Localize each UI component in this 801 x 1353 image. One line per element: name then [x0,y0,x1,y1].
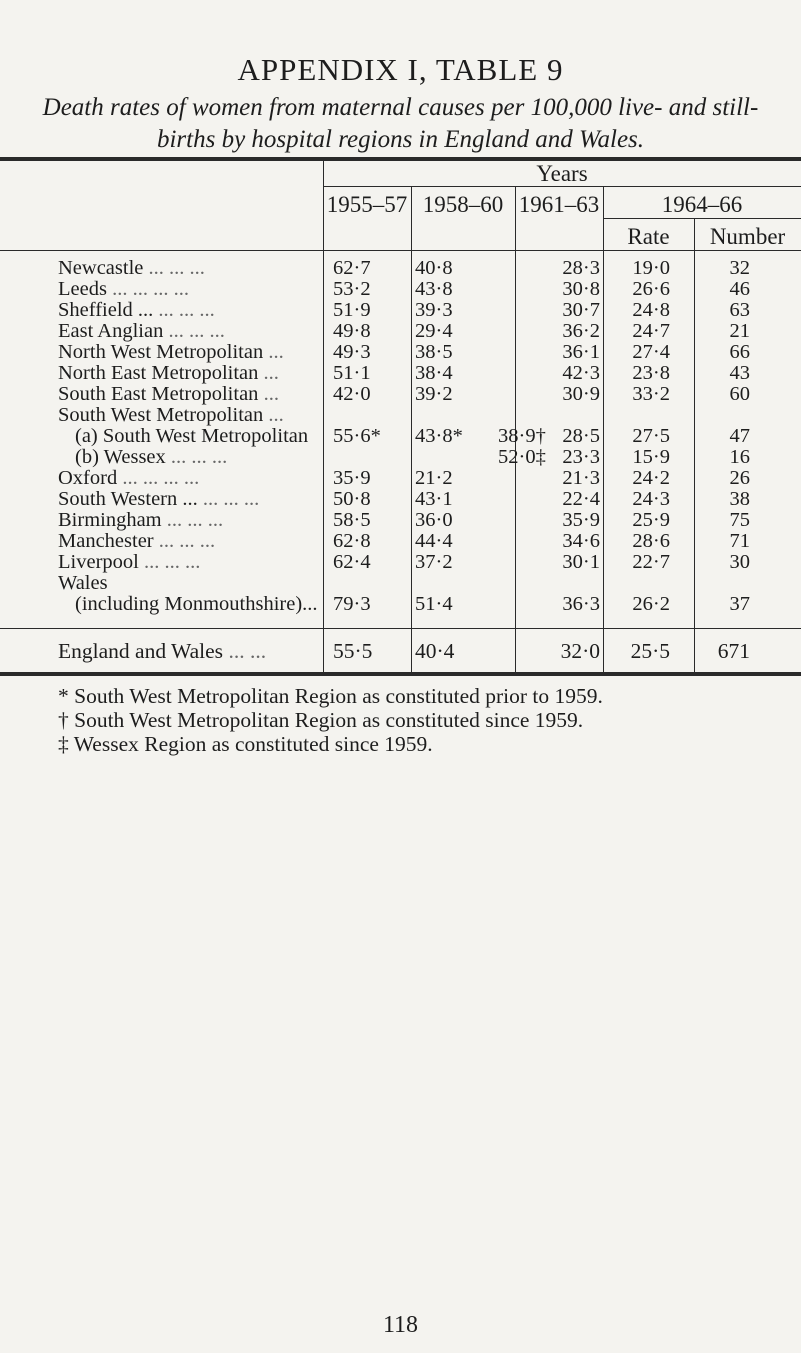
table-row: Leeds ... ... ... ... 53·2 43·8 30·8 26·6 46 [58,278,750,300]
number-header: Number [709,224,786,249]
header-rule [603,218,801,219]
region-label: (b) Wessex ... ... ... [75,446,228,468]
region-label: North West Metropolitan ... [58,341,284,363]
period-header: 1961–63 [518,192,600,217]
region-label: Birmingham ... ... ... [58,509,224,531]
footnote: ‡ Wessex Region as constituted since 1959. [58,732,433,756]
region-label: Liverpool ... ... ... [58,551,201,573]
table-row: Manchester ... ... ... 62·8 44·4 34·6 28·6 71 [58,530,750,552]
rate-header: Rate [627,224,670,249]
table-bottom-rule [0,672,801,676]
table-row: South East Metropolitan ... 42·0 39·2 30·9 33·2 60 [58,383,750,405]
total-row: England and Wales ... ... 55·5 40·4 32·0 25·5 671 [58,639,750,663]
region-label: (including Monmouthshire)... [75,593,318,615]
table-row: East Anglian ... ... ... 49·8 29·4 36·2 24·7 21 [58,320,750,342]
region-label: East Anglian ... ... ... [58,320,225,342]
region-label: Oxford ... ... ... ... [58,467,200,489]
table-row: North East Metropolitan ... 51·1 38·4 42·3 23·8 43 [58,362,750,384]
region-label: South West Metropolitan ... [58,404,284,426]
table-row: Sheffield ... ... ... ... 51·9 39·3 30·7 24·8 63 [58,299,750,321]
region-label: North East Metropolitan ... [58,362,279,384]
region-label: Leeds ... ... ... ... [58,278,189,300]
region-label: (a) South West Metropolitan [75,425,309,447]
subtitle-line-2: births by hospital regions in England and Wales. [156,126,645,153]
region-label: Wales [58,572,108,594]
footnote: † South West Metropolitan Region as constituted since 1959. [58,708,584,732]
years-header: Years [536,161,588,186]
table-row [0,573,801,594]
total-label: England and Wales ... ... [58,639,267,663]
table-row: (b) Wessex ... ... ... 52·0‡ 23·3 15·9 16 [75,446,750,468]
page-subtitle [0,92,801,156]
table-row: (including Monmouthshire)... 79·3 51·4 36·3 26·2 37 [75,593,750,615]
region-label: Sheffield ... ... ... ... [58,299,215,321]
table-row: Oxford ... ... ... ... 35·9 21·2 21·3 24·2 26 [58,467,750,489]
table-row: North West Metropolitan ... 49·3 38·5 36·1 27·4 66 [58,341,750,363]
subtitle-line-1: Death rates of women from maternal causes per 100,000 live- and still- [42,94,759,121]
footnote: * South West Metropolitan Region as constituted prior to 1959. [58,684,603,708]
table-row: (a) South West Metropolitan 55·6* 43·8* 38·9† 28·5 27·5 47 [75,425,750,447]
table-row [0,405,801,426]
region-label: South East Metropolitan ... [58,383,279,405]
page-title: APPENDIX I, TABLE 9 [237,52,564,87]
region-label: South Western ... ... ... ... [58,488,260,510]
page-number: 118 [382,1312,419,1338]
region-label: Newcastle ... ... ... [58,257,205,279]
period-header: 1958–60 [422,192,504,217]
table-row: Birmingham ... ... ... 58·5 36·0 35·9 25·9 75 [58,509,750,531]
period-header: 1964–66 [661,192,743,217]
table-row: Newcastle ... ... ... 62·7 40·8 28·3 19·0 32 [58,257,750,279]
period-header: 1955–57 [326,192,408,217]
region-label: Manchester ... ... ... [58,530,216,552]
header-bottom-rule [0,250,801,251]
table-row: South Western ... ... ... ... 50·8 43·1 22·4 24·3 38 [58,488,750,510]
table-row: Liverpool ... ... ... 62·4 37·2 30·1 22·7 30 [58,551,750,573]
total-rule [0,628,801,629]
